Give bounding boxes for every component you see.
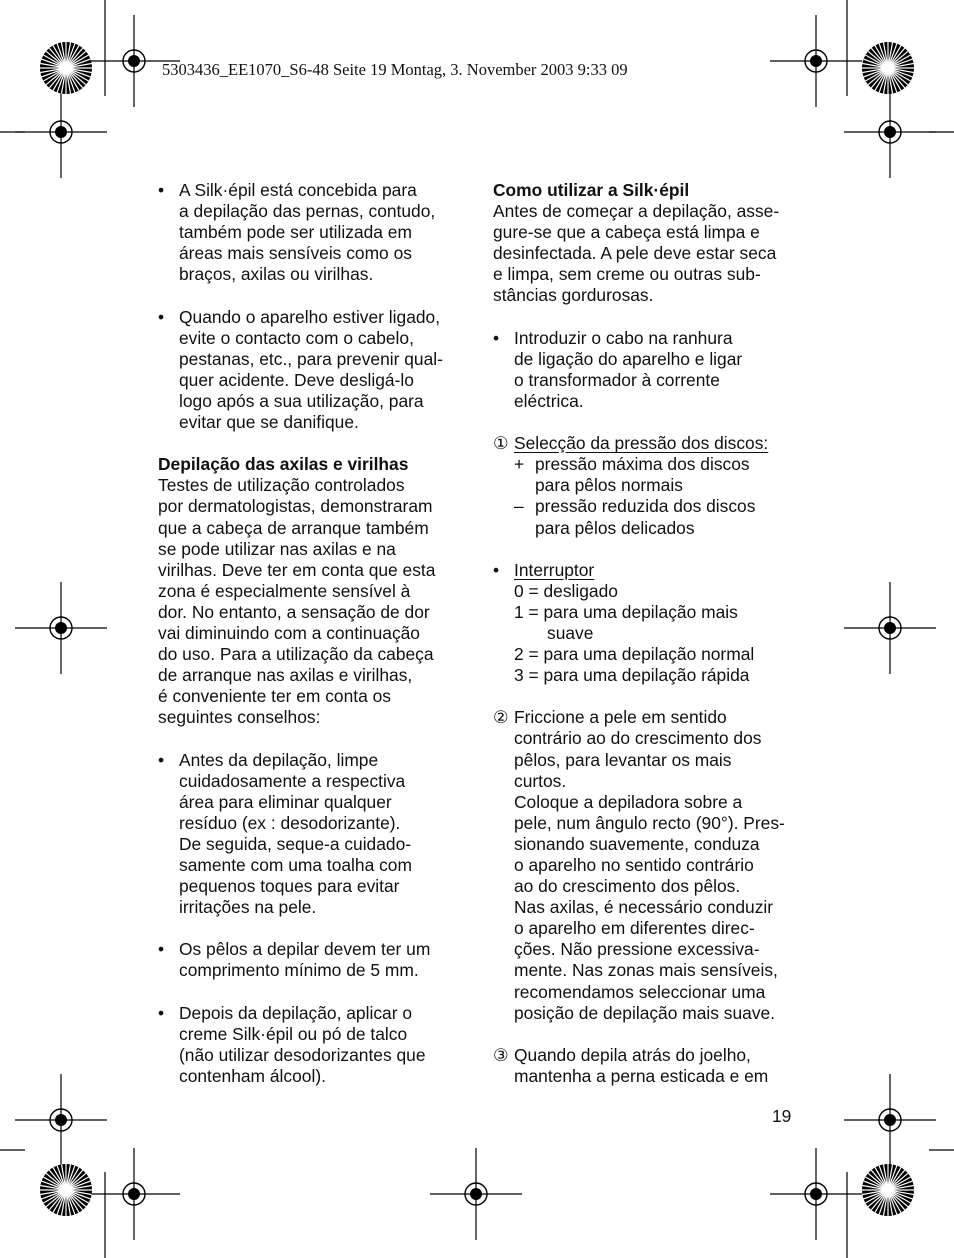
- text-line: é conveniente ter em conta os: [158, 686, 391, 707]
- text-line: evitar que se danifique.: [179, 412, 359, 433]
- text-line: eléctrica.: [514, 390, 584, 411]
- registration-crosshair-icon: [844, 86, 936, 178]
- switch-setting-continued: suave: [547, 622, 594, 643]
- text-line: de arranque nas axilas e virilhas,: [158, 665, 413, 686]
- bullet-marker: •: [158, 939, 165, 960]
- text-line: stâncias gordurosas.: [493, 285, 654, 306]
- intro-paragraph: [493, 201, 798, 306]
- text-line: pestanas, etc., para prevenir qual-: [179, 348, 443, 369]
- registration-crosshair-icon: [88, 1148, 180, 1240]
- text-line: Antes de começar a depilação, asse-: [493, 201, 780, 222]
- bullet-marker: •: [158, 749, 165, 770]
- step-3-text: [514, 1045, 768, 1087]
- text-line: contrário ao do crescimento dos: [514, 728, 762, 749]
- text-line: pequenos toques para evitar: [179, 876, 400, 897]
- step-1-title: Selecção da pressão dos discos:: [514, 433, 769, 454]
- bullet-item: [493, 328, 798, 412]
- section-heading: Como utilizar a Silk·épil: [493, 180, 690, 200]
- bullet-text: [179, 307, 463, 434]
- text-line: mantenha a perna esticada e em: [514, 1065, 769, 1086]
- text-line: A Silk·épil está concebida para: [179, 180, 417, 200]
- text-line: De seguida, seque-a cuidado-: [179, 833, 412, 854]
- text-line: o transformador à corrente: [514, 369, 720, 390]
- star-target-icon: [862, 1164, 914, 1216]
- text-line: seguintes conselhos:: [158, 707, 321, 728]
- text-line: posição de depilação mais suave.: [514, 1002, 776, 1023]
- text-line: também pode ser utilizada em: [179, 222, 412, 243]
- text-line: ções. Não pressione excessiva-: [514, 939, 760, 960]
- text-line: evite o contacto com o cabelo,: [179, 327, 414, 348]
- bullet-item: [158, 939, 463, 981]
- registration-crosshair-icon: [430, 1148, 522, 1240]
- text-line: zona é especialmente sensível à: [158, 580, 411, 601]
- text-line: sionando suavemente, conduza: [514, 833, 760, 854]
- registration-crosshair-icon: [15, 582, 107, 674]
- bullet-text: [179, 180, 463, 285]
- step-3-marker: ③: [493, 1044, 509, 1065]
- text-line: creme Silk·épil ou pó de talco: [179, 1023, 408, 1044]
- plus-symbol: +: [514, 454, 525, 475]
- switch-setting: 3 = para uma depilação rápida: [514, 665, 750, 686]
- text-line: pressão reduzida dos discos: [535, 496, 756, 517]
- plus-option: [493, 454, 798, 496]
- text-line: pressão máxima dos discos: [535, 454, 750, 475]
- text-line: samente com uma toalha com: [179, 855, 412, 875]
- bullet-text: [179, 1003, 463, 1087]
- registration-crosshair-icon: [844, 1074, 936, 1166]
- text-line: curtos.: [514, 770, 567, 791]
- text-line: contenham álcool).: [179, 1065, 326, 1086]
- minus-option: [493, 496, 798, 538]
- text-line: Nas axilas, é necessário conduzir: [514, 897, 774, 918]
- left-column: [158, 180, 463, 1108]
- text-line: do uso. Para a utilização da cabeça: [158, 644, 434, 665]
- text-line: mente. Nas zonas mais sensíveis,: [514, 960, 778, 981]
- bullet-marker: •: [158, 1002, 165, 1023]
- text-line: de ligação do aparelho e ligar: [514, 348, 743, 369]
- text-line: Antes da depilação, limpe: [179, 749, 379, 770]
- text-line: recomendamos seleccionar uma: [514, 981, 766, 1002]
- text-line: e limpa, sem creme ou outras sub-: [493, 264, 761, 285]
- registration-crosshair-icon: [15, 1074, 107, 1166]
- text-line: que a cabeça de arranque também: [158, 517, 429, 538]
- bullet-item: [158, 307, 463, 434]
- text-line: pele, num ângulo recto (90°). Pres-: [514, 812, 785, 833]
- bullet-item: [158, 750, 463, 919]
- text-line: para pêlos normais: [535, 475, 683, 496]
- registration-crosshair-icon: [770, 15, 862, 107]
- step-2-marker: ②: [493, 707, 509, 728]
- text-line: desinfectada. A pele deve estar seca: [493, 243, 777, 264]
- switch-setting: 1 = para uma depilação mais: [514, 601, 738, 622]
- text-line: quer acidente. Deve desligá-lo: [179, 369, 414, 390]
- switch-setting: 0 = desligado: [514, 580, 618, 601]
- text-line: logo após a sua utilização, para: [179, 390, 424, 411]
- registration-crosshair-icon: [844, 582, 936, 674]
- registration-crosshair-icon: [770, 1148, 862, 1240]
- text-line: (não utilizar desodorizantes que: [179, 1044, 426, 1065]
- text-line: virilhas. Deve ter em conta que esta: [158, 559, 436, 580]
- text-line: área para eliminar qualquer: [179, 791, 392, 812]
- bullet-item: [158, 180, 463, 285]
- bullet-item: [493, 560, 798, 581]
- text-line: o aparelho em diferentes direc-: [514, 918, 755, 939]
- text-line: Introduzir o cabo na ranhura: [514, 327, 733, 348]
- bullet-marker: •: [158, 180, 165, 200]
- print-slug-line: 5303436_EE1070_S6-48 Seite 19 Montag, 3. November 2003 9:33 09: [162, 60, 628, 79]
- text-line: pêlos, para levantar os mais: [514, 749, 732, 770]
- text-line: cuidadosamente a respectiva: [179, 770, 406, 791]
- text-line: o aparelho no sentido contrário: [514, 855, 754, 875]
- right-column: [493, 180, 798, 1087]
- text-line: Quando o aparelho estiver ligado,: [179, 306, 441, 327]
- star-target-icon: [862, 42, 914, 94]
- bullet-item: [158, 1003, 463, 1087]
- step-1: [493, 433, 798, 454]
- text-line: vai diminuindo com a continuação: [158, 622, 420, 643]
- text-line: Testes de utilização controlados: [158, 475, 405, 496]
- text-line: para pêlos delicados: [535, 517, 695, 538]
- text-line: comprimento mínimo de 5 mm.: [179, 960, 419, 981]
- text-line: resíduo (ex : desodorizante).: [179, 812, 401, 833]
- text-line: Os pêlos a depilar devem ter um: [179, 939, 431, 960]
- step-2: [493, 707, 798, 1023]
- text-line: áreas mais sensíveis como os: [179, 243, 412, 264]
- minus-symbol: –: [514, 496, 524, 517]
- text-line: Depois da depilação, aplicar o: [179, 1002, 412, 1023]
- text-line: braços, axilas ou virilhas.: [179, 264, 374, 285]
- text-line: irritações na pele.: [179, 897, 317, 918]
- step-2-text: [514, 707, 785, 1023]
- registration-crosshair-icon: [15, 86, 107, 178]
- text-line: por dermatologistas, demonstraram: [158, 496, 433, 517]
- text-line: Quando depila atrás do joelho,: [514, 1044, 751, 1065]
- switch-title: Interruptor: [514, 559, 595, 580]
- page-number: 19: [772, 1106, 792, 1126]
- text-line: Coloque a depiladora sobre a: [514, 791, 743, 812]
- text-line: gure-se que a cabeça está limpa e: [493, 222, 760, 243]
- section-paragraph: [158, 475, 463, 728]
- bullet-text: [179, 939, 463, 981]
- switch-setting: 2 = para uma depilação normal: [514, 644, 755, 665]
- text-line: se pode utilizar nas axilas e na: [158, 538, 396, 559]
- plus-text: [535, 454, 750, 496]
- minus-text: [535, 496, 755, 538]
- bullet-text: [514, 328, 798, 412]
- star-target-icon: [40, 42, 92, 94]
- step-3: [493, 1045, 798, 1087]
- section-heading: Depilação das axilas e virilhas: [158, 454, 409, 475]
- bullet-marker: •: [158, 306, 165, 327]
- text-line: dor. No entanto, a sensação de dor: [158, 601, 430, 622]
- step-1-marker: ①: [493, 433, 509, 454]
- star-target-icon: [40, 1164, 92, 1216]
- bullet-text: [179, 750, 463, 919]
- text-line: ao do crescimento dos pêlos.: [514, 876, 741, 897]
- text-line: Friccione a pele em sentido: [514, 707, 727, 728]
- text-line: a depilação das pernas, contudo,: [179, 201, 436, 222]
- bullet-marker: •: [493, 327, 500, 348]
- bullet-marker: •: [493, 559, 500, 580]
